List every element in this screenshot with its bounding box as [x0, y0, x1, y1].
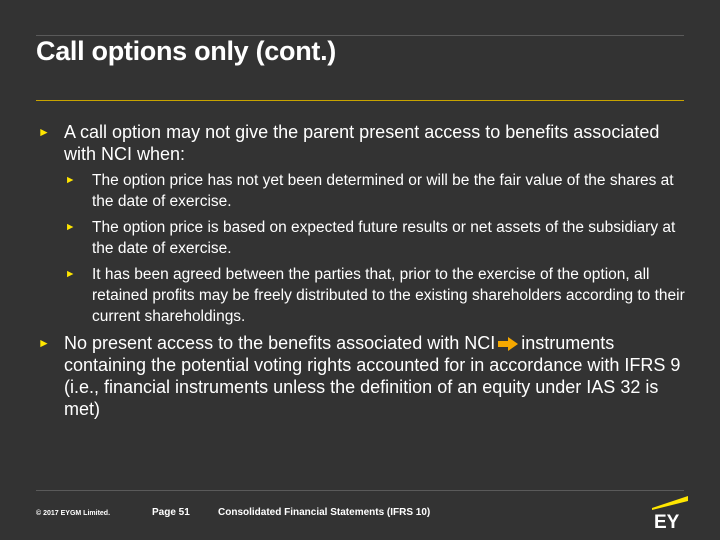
bullet-2-text-part2: instruments containing the potential voting rights accounted for in accordance with IFRS 9 (i.e., financial instruments unless the definition of an equity under IAS 32 is met)	[64, 333, 681, 419]
slide-body	[36, 121, 686, 425]
bullet-1	[36, 121, 686, 165]
ey-logo-text: EY	[654, 512, 680, 530]
bullet-1-text: A call option may not give the parent present access to benefits associated with NCI when:	[64, 122, 660, 164]
footer-page-number: Page 51	[152, 507, 190, 518]
bullet-1-sub-1-text: The option price has not yet been determined or will be the fair value of the shares at the date of exercise.	[92, 172, 674, 210]
triangle-bullet-icon: ►	[65, 221, 76, 233]
bullet-2-text-part1: No present access to the benefits associated with NCI	[64, 333, 496, 353]
triangle-bullet-icon: ►	[65, 174, 76, 186]
bullet-1-sub-1	[36, 170, 686, 212]
ey-logo-icon	[650, 494, 690, 530]
triangle-bullet-icon: ►	[38, 125, 50, 139]
footer-copyright: © 2017 EYGM Limited.	[36, 510, 111, 517]
bullet-1-sub-2-text: The option price is based on expected future results or net assets of the subsidiary at the date of exercise.	[92, 219, 676, 257]
bullet-2	[36, 332, 686, 420]
title-underline	[36, 100, 684, 101]
slide-title: Call options only (cont.)	[36, 36, 336, 66]
footer-rule	[36, 490, 684, 491]
right-arrow-icon	[497, 336, 519, 352]
bullet-1-sub-2	[36, 217, 686, 259]
bullet-1-sub-3	[36, 264, 686, 327]
bullet-1-sub-3-text: It has been agreed between the parties that, prior to the exercise of the option, all retained profits may be freely distributed to the existing shareholders according to their current shareholdings.	[92, 266, 685, 325]
triangle-bullet-icon: ►	[38, 336, 50, 350]
footer-document-title: Consolidated Financial Statements (IFRS 10)	[218, 507, 431, 518]
triangle-bullet-icon: ►	[65, 268, 76, 280]
